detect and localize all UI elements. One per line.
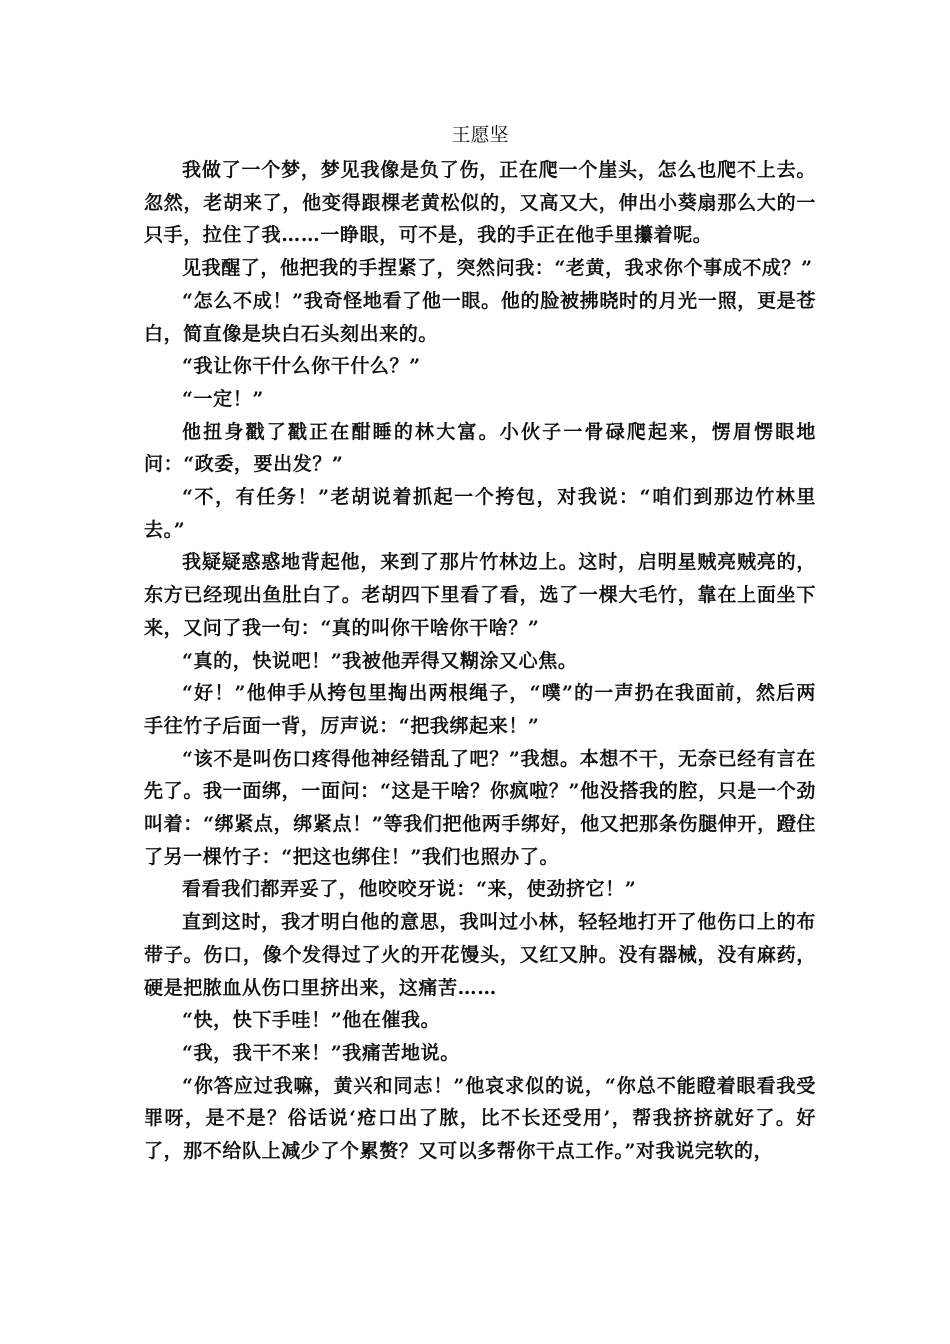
author-name: 王愿坚 — [451, 124, 509, 146]
paragraph-12: 看看我们都弄妥了，他咬咬牙说：“来，使劲挤它！” — [182, 878, 637, 901]
paragraph-15: “我，我干不来！”我痛苦地说。 — [182, 1041, 460, 1064]
paragraph-11: “该不是叫伤口疼得他神经错乱了吧？”我想。本想不干，无奈已经有言在先了。我一面绑，一面问：“这是干啥？你疯啦？”他没搭我的腔，只是一个劲叫着：“绑紧点，绑紧点！”等我们把他两手绑好，他又把那条伤腿伸开，蹬住了另一棵竹子：“把这也绑住！”我们也照办了。 — [144, 747, 816, 868]
paragraph-2: 见我醒了，他把我的手捏紧了，突然问我：“老黄，我求你个事成不成？” — [182, 257, 813, 280]
paragraph-9: “真的，快说吧！”我被他弄得又糊涂又心焦。 — [182, 649, 578, 672]
paragraph-8: 我疑疑惑惑地背起他，来到了那片竹林边上。这时，启明星贼亮贼亮的，东方已经现出鱼肚白了。老胡四下里看了看，选了一棵大毛竹，靠在上面坐下来，又问了我一句：“真的叫你干啥你干啥？” — [144, 551, 816, 639]
paragraph-16: “你答应过我嘛，黄兴和同志！”他哀求似的说，“你总不能瞪着眼看我受罪呀，是不是？俗话说‘疮口出了脓，比不长还受用’，帮我挤挤就好了。好了，那不给队上减少了个累赘？又可以多帮你干点工作。”对我说完软的， — [144, 1074, 816, 1163]
paragraph-13: 直到这时，我才明白他的意思，我叫过小林，轻轻地打开了他伤口上的布带子。伤口，像个发得过了火的开花馒头，又红又肿。没有器械，没有麻药，硬是把脓血从伤口里挤出来，这痛苦…… — [144, 911, 816, 999]
paragraph-6: 他扭身戳了戳正在酣睡的林大富。小伙子一骨碌爬起来，愣眉愣眼地问：“政委，要出发？” — [144, 420, 816, 476]
paragraph-3: “怎么不成！”我奇怪地看了他一眼。他的脸被拂晓时的月光一照，更是苍白，简直像是块白石头刻出来的。 — [144, 289, 816, 345]
paragraph-7: “不，有任务！”老胡说着抓起一个挎包，对我说：“咱们到那边竹林里去。” — [144, 486, 816, 541]
document-page — [144, 118, 816, 1168]
paragraph-14: “快，快下手哇！”他在催我。 — [182, 1009, 441, 1032]
paragraph-1: 我做了一个梦，梦见我像是负了伤，正在爬一个崖头，怎么也爬不上去。忽然，老胡来了，他变得跟棵老黄松似的，又高又大，伸出小葵扇那么大的一只手，拉住了我……一睁眼，可不是，我的手正在他手里攥着呢。 — [144, 159, 816, 247]
paragraph-4: “我让你干什么你干什么？” — [182, 355, 421, 378]
paragraph-5: “一定！” — [182, 387, 264, 410]
paragraph-10: “好！”他伸手从挎包里掏出两根绳子，“噗”的一声扔在我面前，然后两手往竹子后面一背，厉声说：“把我绑起来！” — [144, 682, 816, 737]
